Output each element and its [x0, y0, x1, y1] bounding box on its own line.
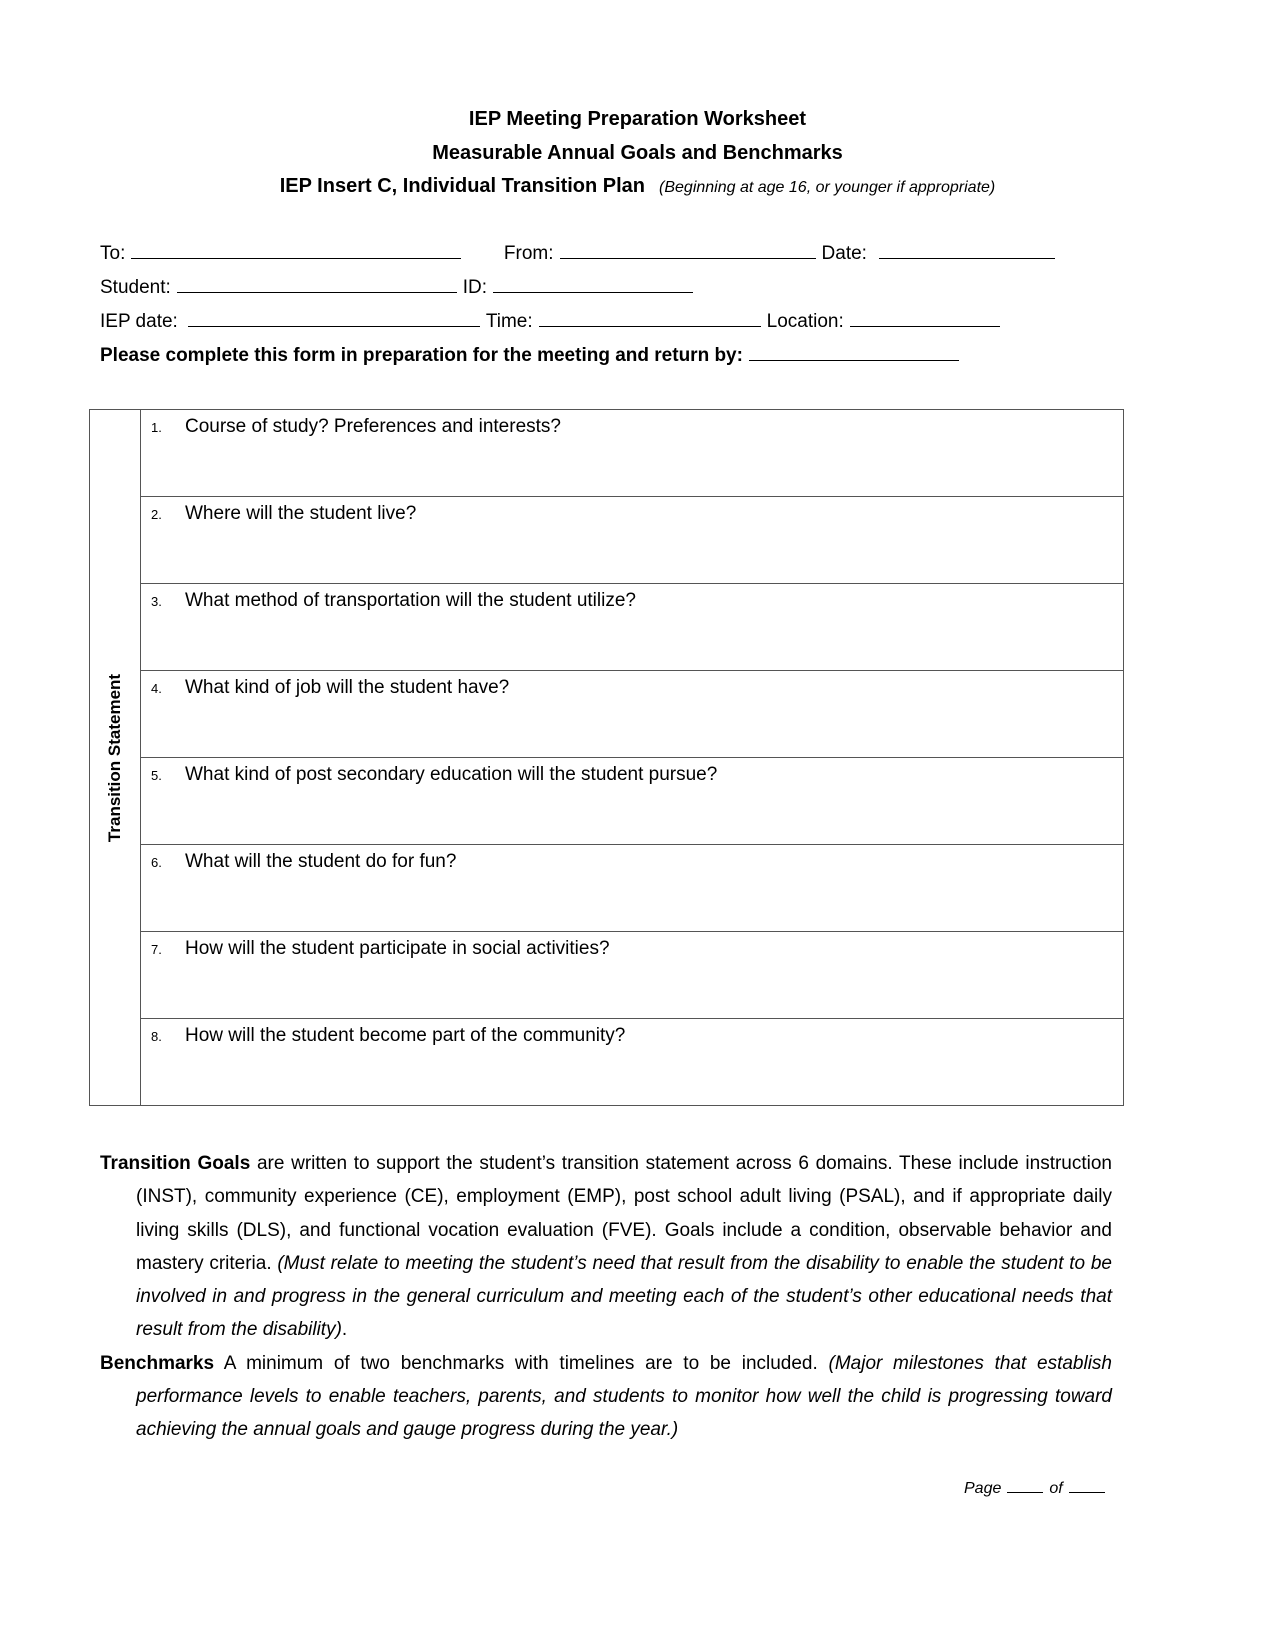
question-cell[interactable]	[141, 758, 1124, 845]
page-label: Page	[964, 1480, 1002, 1497]
question-cell[interactable]	[141, 845, 1124, 932]
question-text: What kind of post secondary education will the student pursue?	[185, 764, 718, 785]
question-text: How will the student become part of the community?	[185, 1025, 626, 1046]
question-cell[interactable]	[141, 410, 1124, 497]
date-field[interactable]	[879, 240, 1055, 259]
page-number	[964, 1478, 1111, 1498]
transition-goals-body: are written to support the student’s transition statement across 6 domains. These include instruction (INST), community experience (CE), employment (EMP), post school adult living (PSAL), and if appropriate daily living skills (DLS), and functional vocation evaluation (FVE). Goals include a condition, observable behavior and mastery criteria.	[136, 1153, 1113, 1274]
from-label: From:	[503, 243, 554, 264]
iep-date-label: IEP date:	[100, 311, 178, 332]
insert-heading	[0, 175, 1275, 198]
return-by-label: Please complete this form in preparation for the meeting and return by:	[100, 345, 743, 366]
transition-statement-label: Transition Statement	[105, 673, 124, 842]
return-by-field[interactable]	[749, 342, 959, 361]
to-label: To:	[100, 243, 126, 264]
question-number: 1.	[151, 420, 162, 435]
transition-goals-term: Transition Goals	[100, 1153, 251, 1174]
location-label: Location:	[766, 311, 844, 332]
question-text: What kind of job will the student have?	[185, 677, 510, 698]
id-label: ID:	[462, 277, 488, 298]
question-cell[interactable]	[141, 497, 1124, 584]
of-label: of	[1049, 1480, 1063, 1497]
insert-title: IEP Insert C, Individual Transition Plan	[279, 175, 646, 197]
field-row-iep-date-time-location	[100, 308, 1006, 333]
iep-date-field[interactable]	[188, 308, 480, 327]
field-row-return-by	[100, 342, 965, 367]
guidance-text	[100, 1147, 1112, 1447]
question-number: 5.	[151, 768, 162, 783]
benchmarks-body: A minimum of two benchmarks with timelines are to be included.	[214, 1352, 829, 1374]
page-total-field[interactable]	[1069, 1478, 1105, 1493]
worksheet-title: IEP Meeting Preparation Worksheet	[468, 108, 807, 130]
from-field[interactable]	[560, 240, 816, 259]
benchmarks-term: Benchmarks	[100, 1352, 215, 1374]
transition-goals-note: (Must relate to meeting the student’s need that result from the disability to enable the student to be involved in and progress in the general curriculum and meeting each of the student’s other educational needs that result from the disability)	[136, 1252, 1112, 1341]
question-number: 7.	[151, 942, 162, 957]
student-label: Student:	[100, 277, 171, 298]
question-number: 2.	[151, 507, 162, 522]
question-number: 3.	[151, 594, 162, 609]
field-row-to-from-date	[100, 240, 1061, 265]
question-text: How will the student participate in social activities?	[185, 938, 610, 959]
question-text: Course of study? Preferences and interests?	[185, 416, 561, 437]
transition-goals-end: .	[341, 1319, 348, 1341]
question-number: 8.	[151, 1029, 162, 1044]
question-text: What method of transportation will the student utilize?	[185, 590, 636, 611]
student-field[interactable]	[177, 274, 457, 293]
field-row-student-id	[100, 274, 699, 299]
id-field[interactable]	[493, 274, 693, 293]
to-field[interactable]	[131, 240, 461, 259]
insert-note: (Beginning at age 16, or younger if appropriate)	[659, 179, 996, 196]
transition-goals-paragraph	[100, 1147, 1112, 1347]
transition-statement-side-cell	[90, 410, 141, 1106]
question-cell[interactable]	[141, 671, 1124, 758]
transition-statement-table	[89, 409, 1124, 1106]
question-text: Where will the student live?	[185, 503, 417, 524]
question-number: 6.	[151, 855, 162, 870]
question-text: What will the student do for fun?	[185, 851, 457, 872]
location-field[interactable]	[850, 308, 1000, 327]
date-label: Date:	[821, 243, 867, 264]
time-label: Time:	[485, 311, 533, 332]
benchmarks-note: (Major milestones that establish performance levels to enable teachers, parents, and students to monitor how well the child is progressing toward achieving the annual goals and gauge progress during the year.)	[136, 1352, 1112, 1441]
question-cell[interactable]	[141, 932, 1124, 1019]
benchmarks-paragraph	[100, 1347, 1112, 1447]
worksheet-subtitle: Measurable Annual Goals and Benchmarks	[432, 142, 843, 164]
question-number: 4.	[151, 681, 162, 696]
page-current-field[interactable]	[1007, 1478, 1043, 1493]
question-cell[interactable]	[141, 1019, 1124, 1106]
time-field[interactable]	[539, 308, 761, 327]
question-cell[interactable]	[141, 584, 1124, 671]
